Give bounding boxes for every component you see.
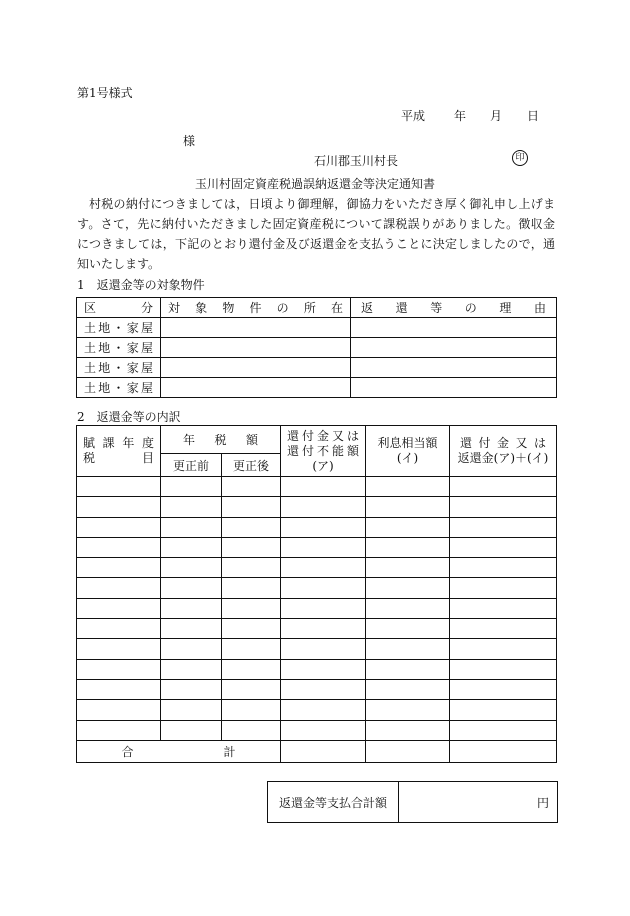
date-era: 平成 [401,109,426,123]
refund-breakdown-table [76,425,557,763]
table-row [77,477,557,497]
table-row [77,679,557,699]
target-property-table [76,297,557,398]
payment-total-amount[interactable] [399,782,558,823]
payment-total-table [267,781,558,823]
row-location[interactable] [161,358,351,378]
table-row [77,378,557,398]
table-row [77,578,557,598]
header-category: 区 分 [77,298,161,318]
row-location[interactable] [161,318,351,338]
row-reason[interactable] [351,338,557,358]
total-label: 合 計 [77,740,281,762]
header-total-refund: 還付金又は 返還金(ア)＋(イ) [450,426,557,477]
yen-unit: 円 [536,795,549,810]
issuer-name: 石川郡玉川村長 [314,154,399,168]
table-row [77,517,557,537]
table-row [77,537,557,557]
seal-mark: 印 [512,150,528,166]
section1-heading: 1 返還金等の対象物件 [77,278,205,292]
table-row [77,639,557,659]
row-reason[interactable] [351,358,557,378]
row-reason[interactable] [351,318,557,338]
row-reason[interactable] [351,378,557,398]
header-location: 対象物件の所在 [161,298,351,318]
payment-total-row [268,782,558,823]
table-row [77,558,557,578]
table-header-row [77,426,557,454]
table-row [77,720,557,740]
header-interest: 利息相当額 (イ) [366,426,450,477]
document-title: 玉川村固定資産税過誤納返還金等決定通知書 [194,177,435,191]
table-total-row [77,740,557,762]
total-sum[interactable] [450,740,557,762]
date-month: 月 [490,109,503,123]
date-year: 年 [454,109,467,123]
table-row [77,700,557,720]
header-before-correction: 更正前 [161,454,222,477]
row-category: 土地・家屋 [77,318,161,338]
issue-date [401,107,539,124]
table-row [77,598,557,618]
header-refund-amount: 還付金又は 還付不能額 (ア) [281,426,366,477]
header-annual-tax: 年税額 [161,426,281,454]
row-category: 土地・家屋 [77,338,161,358]
table-row [77,318,557,338]
addressee-suffix: 様 [183,134,196,148]
date-day: 日 [527,109,540,123]
header-tax-year-line1: 賦課年度 [83,436,154,450]
table-row [77,619,557,639]
form-number: 第1号様式 [77,86,133,100]
row-location[interactable] [161,378,351,398]
row-category: 土地・家屋 [77,358,161,378]
payment-total-label: 返還金等支払合計額 [268,782,399,823]
table-header-row [77,298,557,318]
header-after-correction: 更正後 [222,454,281,477]
table-row [77,358,557,378]
table-row [77,659,557,679]
body-text: 村税の納付につきましては，日頃より御理解，御協力をいただき厚く御礼申し上げます。さて，先に納付いただきました固定資産税について課税誤りがありました。徴収金につきましては，下記のとおり還付金及び返還金を支払うことに決定しましたので，通知いたします。 [77,197,555,271]
header-tax-year [77,426,161,477]
table-row [77,497,557,517]
row-category: 土地・家屋 [77,378,161,398]
row-location[interactable] [161,338,351,358]
section2-heading: 2 返還金等の内訳 [77,410,181,424]
header-tax-year-line2: 税 目 [83,451,154,465]
header-reason: 返還等の理由 [351,298,557,318]
total-interest[interactable] [366,740,450,762]
table-row [77,338,557,358]
total-refund[interactable] [281,740,366,762]
